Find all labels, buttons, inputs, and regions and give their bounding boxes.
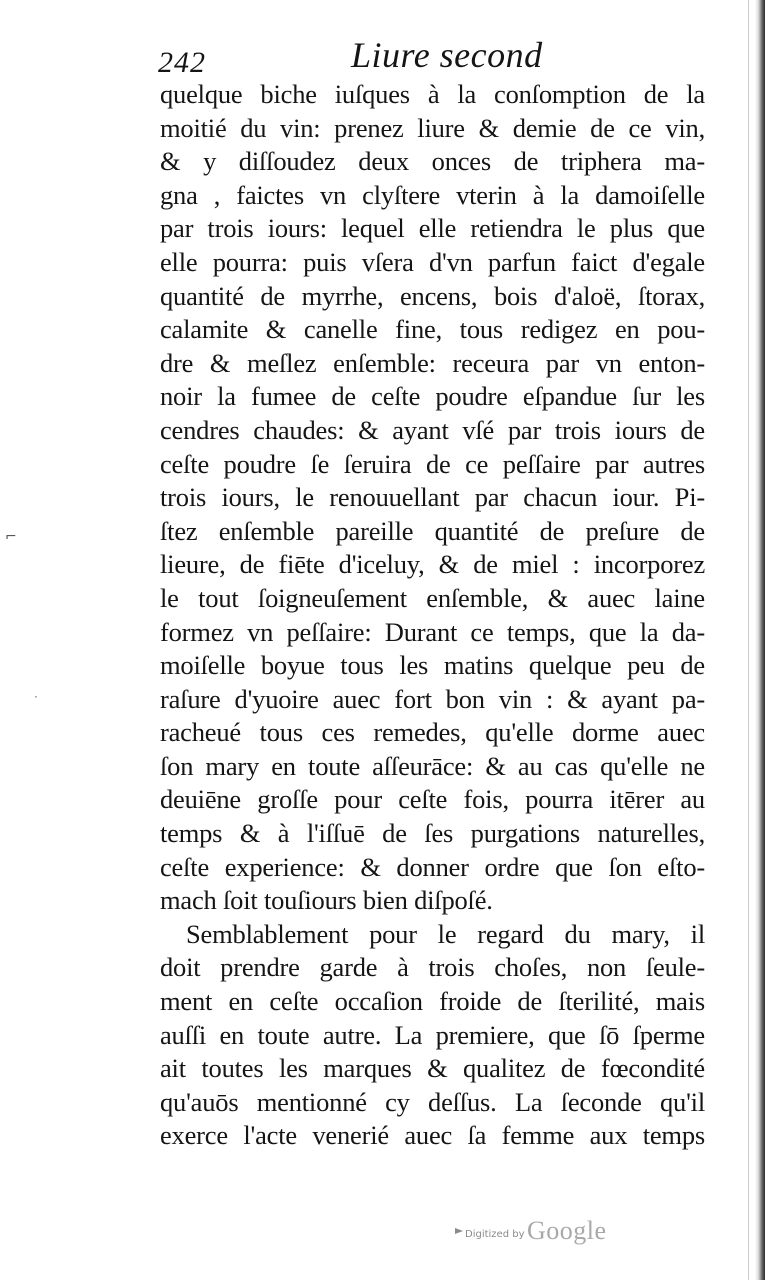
text-line: ceſte experience: & donner ordre que ſon eſto-: [160, 851, 705, 882]
text-line: ceſte poudre ſe ſeruira de ce peſſaire par autres: [160, 448, 705, 479]
text-line: elle pourra: puis vſera d'vn parfun faict d'egale: [160, 246, 705, 277]
text-line: moitié du vin: prenez liure & demie de ce vin,: [160, 112, 705, 143]
text-line: racheué tous ces remedes, qu'elle dorme auec: [160, 717, 705, 748]
text-line: lieure, de fiēte d'iceluy, & de miel : incorporez: [160, 549, 705, 580]
text-line: temps & à l'iſſuē de ſes purgations naturelles,: [160, 818, 705, 849]
text-line: dre & meſlez enſemble: receura par vn enton-: [160, 347, 705, 378]
page-number: 242: [158, 46, 206, 79]
text-line: noir la fumee de ceſte poudre eſpandue ſur les: [160, 381, 705, 412]
text-line: trois iours, le renouuellant par chacun iour. Pi-: [160, 482, 705, 513]
text-line: gna , faictes vn clyſtere vterin à la damoiſelle: [160, 179, 705, 210]
page-header: [158, 28, 703, 78]
running-head: Liure second: [351, 35, 543, 75]
text-line: le tout ſoigneuſement enſemble, & auec laine: [160, 582, 705, 613]
text-line: Semblablement pour le regard du mary, il: [186, 918, 705, 949]
margin-mark-icon: ⌐: [5, 529, 17, 545]
text-line: doit prendre garde à trois choſes, non ſeule-: [160, 952, 705, 983]
text-line: qu'auōs mentionné cy deſſus. La ſeconde qu'il: [160, 1086, 705, 1117]
watermark-google: Google: [527, 1216, 607, 1245]
text-line: deuiēne groſſe pour ceſte fois, pourra itērer au: [160, 784, 705, 815]
text-line: moiſelle boyue tous les matins quelque peu de: [160, 650, 705, 681]
page-edge-shadow-line: [748, 0, 749, 1280]
watermark-digitized-by: Digitized by: [465, 1229, 525, 1240]
text-line: exerce l'acte venerié auec ſa femme aux temps: [160, 1120, 705, 1151]
text-line: mach ſoit touſiours bien diſpoſé.: [160, 885, 493, 916]
text-line: ſtez enſemble pareille quantité de preſure de: [160, 515, 705, 546]
text-line: par trois iours: lequel elle retiendra le plus que: [160, 213, 705, 244]
page-edge-shadow: [755, 0, 765, 1280]
text-line: ait toutes les marques & qualitez de fœcondité: [160, 1053, 705, 1084]
text-line: formez vn peſſaire: Durant ce temps, que la da-: [160, 616, 705, 647]
watermark-arrow-icon: [455, 1228, 463, 1234]
text-line: ment en ceſte occaſion froide de ſterilité, mais: [160, 986, 705, 1017]
margin-tick-icon: ·: [34, 690, 38, 704]
body-text: [160, 78, 705, 1153]
text-line: calamite & canelle fine, tous redigez en pou-: [160, 314, 705, 345]
text-line: raſure d'yuoire auec fort bon vin : & ayant pa-: [160, 683, 705, 714]
text-line: quelque biche iuſques à la conſomption de la: [160, 79, 705, 109]
text-line: cendres chaudes: & ayant vſé par trois iours de: [160, 414, 705, 445]
text-line: quantité de myrrhe, encens, bois d'aloë, ſtorax,: [160, 280, 705, 311]
text-line: & y diſſoudez deux onces de triphera ma-: [160, 146, 705, 177]
text-line: auſſi en toute autre. La premiere, que ſō ſperme: [160, 1019, 705, 1050]
text-line: ſon mary en toute aſſeurāce: & au cas qu'elle ne: [160, 750, 705, 781]
